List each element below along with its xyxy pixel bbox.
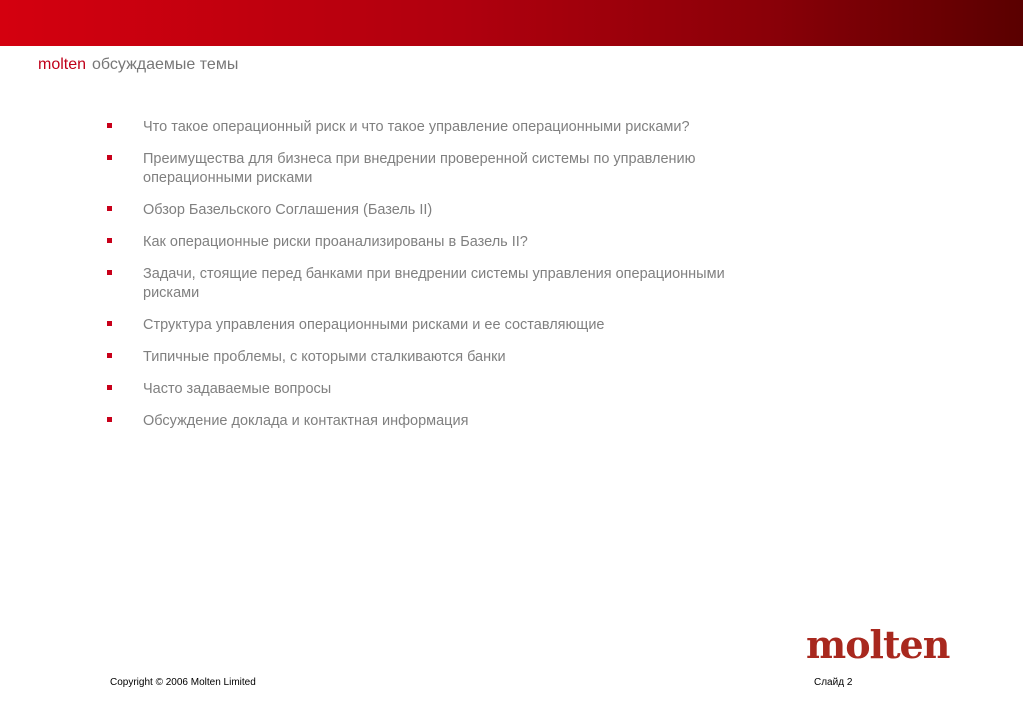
topic-item — [105, 201, 765, 220]
square-bullet-icon — [107, 353, 112, 358]
topic-item — [105, 316, 765, 335]
slide-header — [38, 55, 238, 75]
topic-text: Обзор Базельского Соглашения (Базель II) — [143, 202, 433, 218]
slide-number: Слайд 2 — [814, 677, 853, 688]
molten-logo: molten — [806, 622, 950, 667]
topics-list — [105, 118, 765, 444]
topic-text: Обсуждение доклада и контактная информация — [143, 413, 469, 429]
square-bullet-icon — [107, 385, 112, 390]
copyright-text: Copyright © 2006 Molten Limited — [110, 677, 256, 688]
topic-item — [105, 348, 765, 367]
topic-item — [105, 118, 765, 137]
slide-title: обсуждаемые темы — [92, 56, 239, 73]
topic-item — [105, 412, 765, 431]
topic-text: Как операционные риски проанализированы в Базель II? — [143, 234, 528, 250]
topic-text: Что такое операционный риск и что такое управление операционными рисками? — [143, 119, 690, 135]
topic-text: Часто задаваемые вопросы — [143, 381, 332, 397]
square-bullet-icon — [107, 270, 112, 275]
square-bullet-icon — [107, 321, 112, 326]
topic-text: Преимущества для бизнеса при внедрении проверенной системы по управлению операционными рисками — [143, 151, 696, 186]
square-bullet-icon — [107, 206, 112, 211]
square-bullet-icon — [107, 123, 112, 128]
topic-text: Структура управления операционными рисками и ее составляющие — [143, 317, 605, 333]
topic-item — [105, 233, 765, 252]
topic-text: Типичные проблемы, с которыми сталкиваются банки — [143, 349, 506, 365]
header-brand: molten — [38, 56, 87, 73]
square-bullet-icon — [107, 238, 112, 243]
top-red-band — [0, 0, 1023, 46]
square-bullet-icon — [107, 155, 112, 160]
topic-item — [105, 150, 765, 188]
square-bullet-icon — [107, 417, 112, 422]
topic-text: Задачи, стоящие перед банками при внедрении системы управления операционными рисками — [143, 266, 725, 301]
topic-item — [105, 380, 765, 399]
topic-item — [105, 265, 765, 303]
